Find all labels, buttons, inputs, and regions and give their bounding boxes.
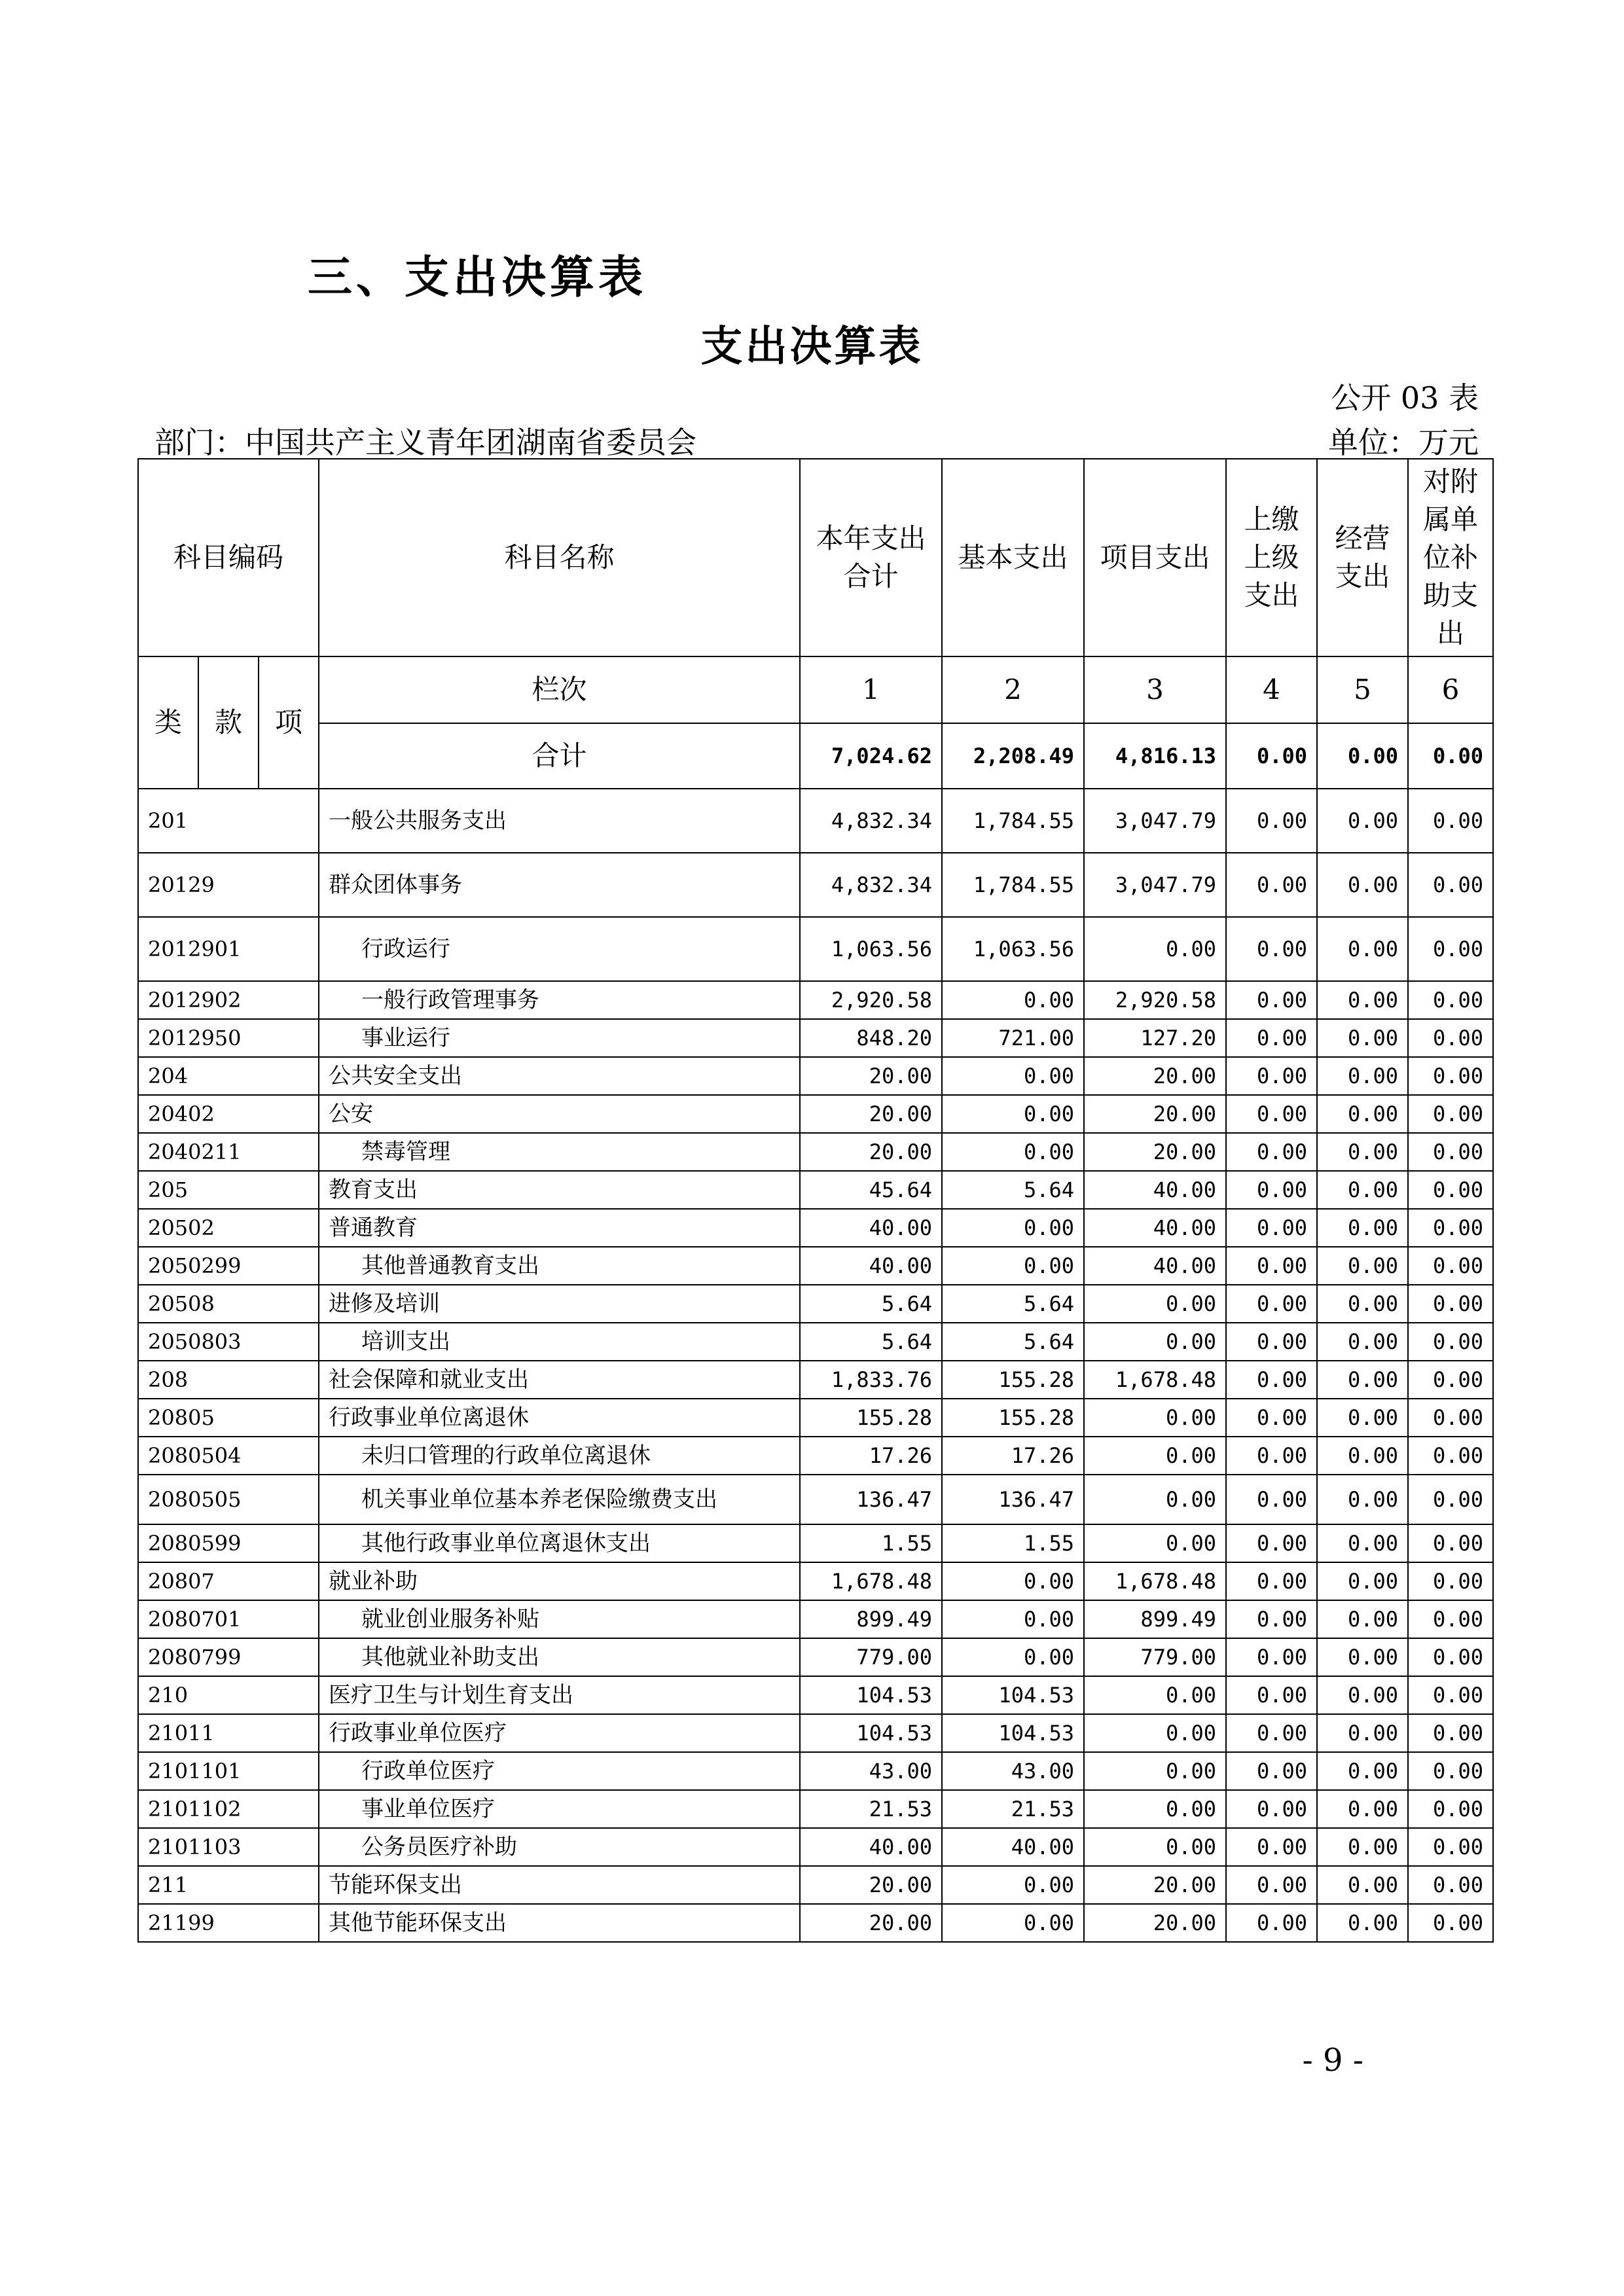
section-title: 三、支出决算表 — [308, 252, 647, 304]
table-title: 支出决算表 — [700, 323, 924, 371]
table-row — [138, 1828, 1493, 1866]
amount-cell: 40.00 — [800, 1828, 942, 1866]
total-cell: 4,816.13 — [1084, 723, 1226, 789]
amount-cell: 1.55 — [800, 1524, 942, 1562]
amount-cell: 155.28 — [942, 1399, 1084, 1437]
subject-name: 行政事业单位医疗 — [319, 1714, 800, 1752]
amount-cell: 0.00 — [1226, 1171, 1317, 1209]
header-superior-payment: 上缴上级支出 — [1226, 459, 1317, 656]
amount-cell: 40.00 — [1084, 1171, 1226, 1209]
amount-cell: 0.00 — [1408, 1790, 1493, 1828]
amount-cell: 0.00 — [942, 981, 1084, 1019]
subject-name: 事业单位医疗 — [319, 1790, 800, 1828]
amount-cell: 0.00 — [1317, 1475, 1408, 1524]
amount-cell: 104.53 — [942, 1714, 1084, 1752]
table-row — [138, 1714, 1493, 1752]
amount-cell: 0.00 — [1408, 1247, 1493, 1285]
amount-cell: 899.49 — [1084, 1600, 1226, 1638]
amount-cell: 0.00 — [1408, 1437, 1493, 1475]
amount-cell: 0.00 — [1408, 1676, 1493, 1714]
amount-cell: 0.00 — [942, 1904, 1084, 1942]
subject-code: 210 — [138, 1676, 319, 1714]
total-cell: 0.00 — [1226, 723, 1317, 789]
subject-name: 机关事业单位基本养老保险缴费支出 — [319, 1475, 800, 1524]
amount-cell: 0.00 — [1408, 981, 1493, 1019]
amount-cell: 0.00 — [1408, 1361, 1493, 1399]
amount-cell: 0.00 — [1408, 1638, 1493, 1676]
amount-cell: 0.00 — [942, 1057, 1084, 1095]
amount-cell: 5.64 — [942, 1285, 1084, 1323]
amount-cell: 0.00 — [1408, 1904, 1493, 1942]
amount-cell: 0.00 — [1408, 1095, 1493, 1133]
total-label: 合计 — [319, 723, 800, 789]
table-row — [138, 1600, 1493, 1638]
subject-name: 其他普通教育支出 — [319, 1247, 800, 1285]
amount-cell: 0.00 — [1226, 1437, 1317, 1475]
column-number: 3 — [1084, 656, 1226, 723]
subject-code: 20502 — [138, 1209, 319, 1247]
amount-cell: 0.00 — [1084, 1752, 1226, 1790]
amount-cell: 136.47 — [800, 1475, 942, 1524]
amount-cell: 40.00 — [800, 1209, 942, 1247]
table-row — [138, 1752, 1493, 1790]
amount-cell: 2,920.58 — [800, 981, 942, 1019]
amount-cell: 20.00 — [800, 1133, 942, 1171]
amount-cell: 0.00 — [1317, 1524, 1408, 1562]
subject-code: 204 — [138, 1057, 319, 1095]
amount-cell: 40.00 — [1084, 1209, 1226, 1247]
subject-code: 2080505 — [138, 1475, 319, 1524]
amount-cell: 0.00 — [1317, 1752, 1408, 1790]
table-row — [138, 1904, 1493, 1942]
amount-cell: 21.53 — [942, 1790, 1084, 1828]
subject-name: 事业运行 — [319, 1019, 800, 1057]
amount-cell: 20.00 — [1084, 1866, 1226, 1904]
amount-cell: 0.00 — [1408, 1524, 1493, 1562]
amount-cell: 0.00 — [942, 1209, 1084, 1247]
subject-code: 20508 — [138, 1285, 319, 1323]
amount-cell: 0.00 — [1317, 1828, 1408, 1866]
amount-cell: 0.00 — [1408, 1714, 1493, 1752]
amount-cell: 2,920.58 — [1084, 981, 1226, 1019]
total-cell: 0.00 — [1317, 723, 1408, 789]
amount-cell: 0.00 — [942, 1095, 1084, 1133]
subject-name: 社会保障和就业支出 — [319, 1361, 800, 1399]
column-number: 6 — [1408, 656, 1493, 723]
amount-cell: 3,047.79 — [1084, 853, 1226, 917]
amount-cell: 17.26 — [942, 1437, 1084, 1475]
column-number: 1 — [800, 656, 942, 723]
amount-cell: 1,784.55 — [942, 853, 1084, 917]
table-row — [138, 1171, 1493, 1209]
amount-cell: 721.00 — [942, 1019, 1084, 1057]
amount-cell: 43.00 — [942, 1752, 1084, 1790]
amount-cell: 20.00 — [800, 1057, 942, 1095]
table-row — [138, 853, 1493, 917]
amount-cell: 0.00 — [1317, 1866, 1408, 1904]
amount-cell: 1,784.55 — [942, 789, 1084, 853]
amount-cell: 0.00 — [1084, 1437, 1226, 1475]
amount-cell: 155.28 — [942, 1361, 1084, 1399]
table-row — [138, 1133, 1493, 1171]
amount-cell: 0.00 — [1317, 1323, 1408, 1361]
unit-label: 单位：万元 — [1328, 425, 1479, 460]
amount-cell: 0.00 — [1317, 1638, 1408, 1676]
table-row — [138, 1019, 1493, 1057]
amount-cell: 0.00 — [1408, 1285, 1493, 1323]
amount-cell: 0.00 — [1317, 1600, 1408, 1638]
column-number: 5 — [1317, 656, 1408, 723]
amount-cell: 779.00 — [800, 1638, 942, 1676]
amount-cell: 40.00 — [1084, 1247, 1226, 1285]
subject-code: 208 — [138, 1361, 319, 1399]
amount-cell: 0.00 — [1408, 1209, 1493, 1247]
department-label: 部门：中国共产主义青年团湖南省委员会 — [154, 425, 696, 460]
header-basic-expenditure: 基本支出 — [942, 459, 1084, 656]
header-lei: 类 — [138, 656, 198, 789]
amount-cell: 0.00 — [1226, 1676, 1317, 1714]
header-kuan: 款 — [198, 656, 259, 789]
table-row — [138, 1209, 1493, 1247]
table-row — [138, 1361, 1493, 1399]
amount-cell: 0.00 — [1408, 1399, 1493, 1437]
amount-cell: 0.00 — [1226, 1095, 1317, 1133]
subject-name: 禁毒管理 — [319, 1133, 800, 1171]
amount-cell: 0.00 — [1226, 1209, 1317, 1247]
subject-name: 培训支出 — [319, 1323, 800, 1361]
amount-cell: 0.00 — [1317, 1399, 1408, 1437]
amount-cell: 1,833.76 — [800, 1361, 942, 1399]
amount-cell: 0.00 — [1226, 1399, 1317, 1437]
page-number: - 9 - — [1302, 2042, 1363, 2079]
subject-name: 进修及培训 — [319, 1285, 800, 1323]
amount-cell: 0.00 — [1084, 1475, 1226, 1524]
table-row — [138, 1790, 1493, 1828]
amount-cell: 40.00 — [942, 1828, 1084, 1866]
amount-cell: 0.00 — [1408, 1171, 1493, 1209]
subject-name: 公共安全支出 — [319, 1057, 800, 1095]
subject-code: 2080599 — [138, 1524, 319, 1562]
header-business-expenditure: 经营支出 — [1317, 459, 1408, 656]
subject-code: 2050299 — [138, 1247, 319, 1285]
amount-cell: 779.00 — [1084, 1638, 1226, 1676]
subject-name: 普通教育 — [319, 1209, 800, 1247]
amount-cell: 0.00 — [1226, 1247, 1317, 1285]
table-row — [138, 1399, 1493, 1437]
subject-name: 其他节能环保支出 — [319, 1904, 800, 1942]
amount-cell: 1,678.48 — [1084, 1562, 1226, 1600]
subject-code: 20805 — [138, 1399, 319, 1437]
subject-code: 21199 — [138, 1904, 319, 1942]
subject-code: 20807 — [138, 1562, 319, 1600]
expenditure-table — [137, 458, 1494, 1943]
amount-cell: 0.00 — [1226, 853, 1317, 917]
amount-cell: 5.64 — [942, 1171, 1084, 1209]
amount-cell: 0.00 — [1317, 1790, 1408, 1828]
amount-cell: 0.00 — [942, 1600, 1084, 1638]
subject-name: 就业创业服务补贴 — [319, 1600, 800, 1638]
subject-name: 行政运行 — [319, 917, 800, 981]
subject-name: 行政事业单位离退休 — [319, 1399, 800, 1437]
amount-cell: 0.00 — [1226, 1714, 1317, 1752]
amount-cell: 0.00 — [1317, 1209, 1408, 1247]
table-row — [138, 1437, 1493, 1475]
subject-name: 一般公共服务支出 — [319, 789, 800, 853]
amount-cell: 0.00 — [1226, 1133, 1317, 1171]
subject-code: 2012901 — [138, 917, 319, 981]
subject-code: 2050803 — [138, 1323, 319, 1361]
amount-cell: 136.47 — [942, 1475, 1084, 1524]
amount-cell: 0.00 — [1084, 917, 1226, 981]
subject-code: 20129 — [138, 853, 319, 917]
amount-cell: 0.00 — [1084, 1828, 1226, 1866]
amount-cell: 0.00 — [1408, 1752, 1493, 1790]
total-cell: 2,208.49 — [942, 723, 1084, 789]
subject-code: 205 — [138, 1171, 319, 1209]
amount-cell: 0.00 — [1226, 1866, 1317, 1904]
amount-cell: 0.00 — [1226, 1475, 1317, 1524]
amount-cell: 0.00 — [1084, 1323, 1226, 1361]
subject-name: 节能环保支出 — [319, 1866, 800, 1904]
amount-cell: 0.00 — [1317, 853, 1408, 917]
amount-cell: 0.00 — [1226, 1562, 1317, 1600]
amount-cell: 0.00 — [1226, 1828, 1317, 1866]
subject-name: 教育支出 — [319, 1171, 800, 1209]
amount-cell: 155.28 — [800, 1399, 942, 1437]
amount-cell: 104.53 — [800, 1676, 942, 1714]
amount-cell: 0.00 — [1317, 1285, 1408, 1323]
amount-cell: 0.00 — [942, 1247, 1084, 1285]
amount-cell: 0.00 — [1226, 1600, 1317, 1638]
subject-code: 2080799 — [138, 1638, 319, 1676]
total-cell: 0.00 — [1408, 723, 1493, 789]
amount-cell: 20.00 — [800, 1866, 942, 1904]
amount-cell: 104.53 — [942, 1676, 1084, 1714]
amount-cell: 0.00 — [942, 1638, 1084, 1676]
amount-cell: 43.00 — [800, 1752, 942, 1790]
amount-cell: 0.00 — [942, 1133, 1084, 1171]
amount-cell: 0.00 — [1317, 1171, 1408, 1209]
amount-cell: 0.00 — [1226, 981, 1317, 1019]
amount-cell: 0.00 — [1226, 1285, 1317, 1323]
amount-cell: 0.00 — [1226, 1752, 1317, 1790]
subject-name: 医疗卫生与计划生育支出 — [319, 1676, 800, 1714]
amount-cell: 0.00 — [1408, 789, 1493, 853]
subject-name: 公务员医疗补助 — [319, 1828, 800, 1866]
amount-cell: 0.00 — [1226, 1524, 1317, 1562]
amount-cell: 0.00 — [1317, 1437, 1408, 1475]
amount-cell: 0.00 — [1317, 1057, 1408, 1095]
amount-cell: 0.00 — [1317, 1247, 1408, 1285]
subject-name: 群众团体事务 — [319, 853, 800, 917]
subject-name: 公安 — [319, 1095, 800, 1133]
subject-code: 211 — [138, 1866, 319, 1904]
table-row — [138, 1475, 1493, 1524]
amount-cell: 0.00 — [1084, 1399, 1226, 1437]
amount-cell: 0.00 — [1408, 853, 1493, 917]
amount-cell: 20.00 — [1084, 1095, 1226, 1133]
table-row — [138, 1676, 1493, 1714]
subject-code: 20402 — [138, 1095, 319, 1133]
amount-cell: 104.53 — [800, 1714, 942, 1752]
amount-cell: 0.00 — [1408, 1057, 1493, 1095]
header-xiang: 项 — [259, 656, 319, 789]
subject-code: 2080701 — [138, 1600, 319, 1638]
amount-cell: 40.00 — [800, 1247, 942, 1285]
column-number: 4 — [1226, 656, 1317, 723]
amount-cell: 0.00 — [1317, 1019, 1408, 1057]
subject-code: 2012902 — [138, 981, 319, 1019]
header-project-expenditure: 项目支出 — [1084, 459, 1226, 656]
amount-cell: 0.00 — [1226, 917, 1317, 981]
amount-cell: 45.64 — [800, 1171, 942, 1209]
amount-cell: 20.00 — [1084, 1133, 1226, 1171]
amount-cell: 0.00 — [1408, 1828, 1493, 1866]
amount-cell: 1,063.56 — [942, 917, 1084, 981]
amount-cell: 17.26 — [800, 1437, 942, 1475]
amount-cell: 20.00 — [1084, 1057, 1226, 1095]
amount-cell: 21.53 — [800, 1790, 942, 1828]
subject-code: 2101101 — [138, 1752, 319, 1790]
amount-cell: 0.00 — [1408, 1475, 1493, 1524]
table-row — [138, 1866, 1493, 1904]
amount-cell: 4,832.34 — [800, 789, 942, 853]
amount-cell: 0.00 — [1226, 789, 1317, 853]
amount-cell: 0.00 — [1317, 1562, 1408, 1600]
table-row — [138, 1247, 1493, 1285]
amount-cell: 0.00 — [1226, 1790, 1317, 1828]
amount-cell: 0.00 — [1226, 1361, 1317, 1399]
amount-cell: 0.00 — [1226, 1904, 1317, 1942]
amount-cell: 848.20 — [800, 1019, 942, 1057]
amount-cell: 1,678.48 — [1084, 1361, 1226, 1399]
header-subsidiary-subsidy: 对附属单位补助支出 — [1408, 459, 1493, 656]
amount-cell: 0.00 — [1084, 1676, 1226, 1714]
table-row — [138, 1638, 1493, 1676]
amount-cell: 0.00 — [1408, 1866, 1493, 1904]
amount-cell: 20.00 — [800, 1904, 942, 1942]
subject-name: 就业补助 — [319, 1562, 800, 1600]
amount-cell: 0.00 — [942, 1866, 1084, 1904]
amount-cell: 0.00 — [1317, 917, 1408, 981]
amount-cell: 20.00 — [1084, 1904, 1226, 1942]
amount-cell: 0.00 — [1084, 1285, 1226, 1323]
subject-name: 一般行政管理事务 — [319, 981, 800, 1019]
table-row — [138, 789, 1493, 853]
amount-cell: 127.20 — [1084, 1019, 1226, 1057]
table-row — [138, 981, 1493, 1019]
table-row — [138, 1095, 1493, 1133]
amount-cell: 0.00 — [1408, 1133, 1493, 1171]
table-row — [138, 1057, 1493, 1095]
amount-cell: 0.00 — [1317, 1676, 1408, 1714]
form-number: 公开 03 表 — [1331, 380, 1479, 416]
subject-code: 2101102 — [138, 1790, 319, 1828]
table-row — [138, 1323, 1493, 1361]
amount-cell: 899.49 — [800, 1600, 942, 1638]
amount-cell: 0.00 — [1226, 1638, 1317, 1676]
total-cell: 7,024.62 — [800, 723, 942, 789]
amount-cell: 0.00 — [1317, 1904, 1408, 1942]
header-code: 科目编码 — [138, 459, 319, 656]
amount-cell: 5.64 — [942, 1323, 1084, 1361]
subject-name: 其他就业补助支出 — [319, 1638, 800, 1676]
amount-cell: 5.64 — [800, 1323, 942, 1361]
amount-cell: 0.00 — [1084, 1790, 1226, 1828]
amount-cell: 0.00 — [1408, 1323, 1493, 1361]
amount-cell: 0.00 — [1317, 1714, 1408, 1752]
amount-cell: 0.00 — [1408, 1562, 1493, 1600]
amount-cell: 0.00 — [1408, 917, 1493, 981]
amount-cell: 1,678.48 — [800, 1562, 942, 1600]
subject-name: 行政单位医疗 — [319, 1752, 800, 1790]
amount-cell: 0.00 — [1226, 1323, 1317, 1361]
amount-cell: 0.00 — [1408, 1600, 1493, 1638]
amount-cell: 1,063.56 — [800, 917, 942, 981]
amount-cell: 0.00 — [1408, 1019, 1493, 1057]
amount-cell: 0.00 — [1317, 981, 1408, 1019]
amount-cell: 0.00 — [1084, 1524, 1226, 1562]
subject-name: 其他行政事业单位离退休支出 — [319, 1524, 800, 1562]
amount-cell: 0.00 — [1317, 1361, 1408, 1399]
table-row — [138, 1562, 1493, 1600]
column-number: 2 — [942, 656, 1084, 723]
amount-cell: 0.00 — [1084, 1714, 1226, 1752]
amount-cell: 0.00 — [1317, 1095, 1408, 1133]
amount-cell: 3,047.79 — [1084, 789, 1226, 853]
subject-name: 未归口管理的行政单位离退休 — [319, 1437, 800, 1475]
amount-cell: 4,832.34 — [800, 853, 942, 917]
subject-code: 201 — [138, 789, 319, 853]
amount-cell: 5.64 — [800, 1285, 942, 1323]
subject-code: 2101103 — [138, 1828, 319, 1866]
table-row — [138, 1524, 1493, 1562]
subject-code: 2080504 — [138, 1437, 319, 1475]
amount-cell: 0.00 — [1226, 1057, 1317, 1095]
header-name: 科目名称 — [319, 459, 800, 656]
amount-cell: 20.00 — [800, 1095, 942, 1133]
table-row — [138, 917, 1493, 981]
amount-cell: 0.00 — [1226, 1019, 1317, 1057]
subject-code: 21011 — [138, 1714, 319, 1752]
table-row — [138, 1285, 1493, 1323]
header-total-expenditure: 本年支出合计 — [800, 459, 942, 656]
header-lanci: 栏次 — [319, 656, 800, 723]
amount-cell: 0.00 — [1317, 789, 1408, 853]
subject-code: 2012950 — [138, 1019, 319, 1057]
amount-cell: 0.00 — [942, 1562, 1084, 1600]
amount-cell: 1.55 — [942, 1524, 1084, 1562]
amount-cell: 0.00 — [1317, 1133, 1408, 1171]
subject-code: 2040211 — [138, 1133, 319, 1171]
